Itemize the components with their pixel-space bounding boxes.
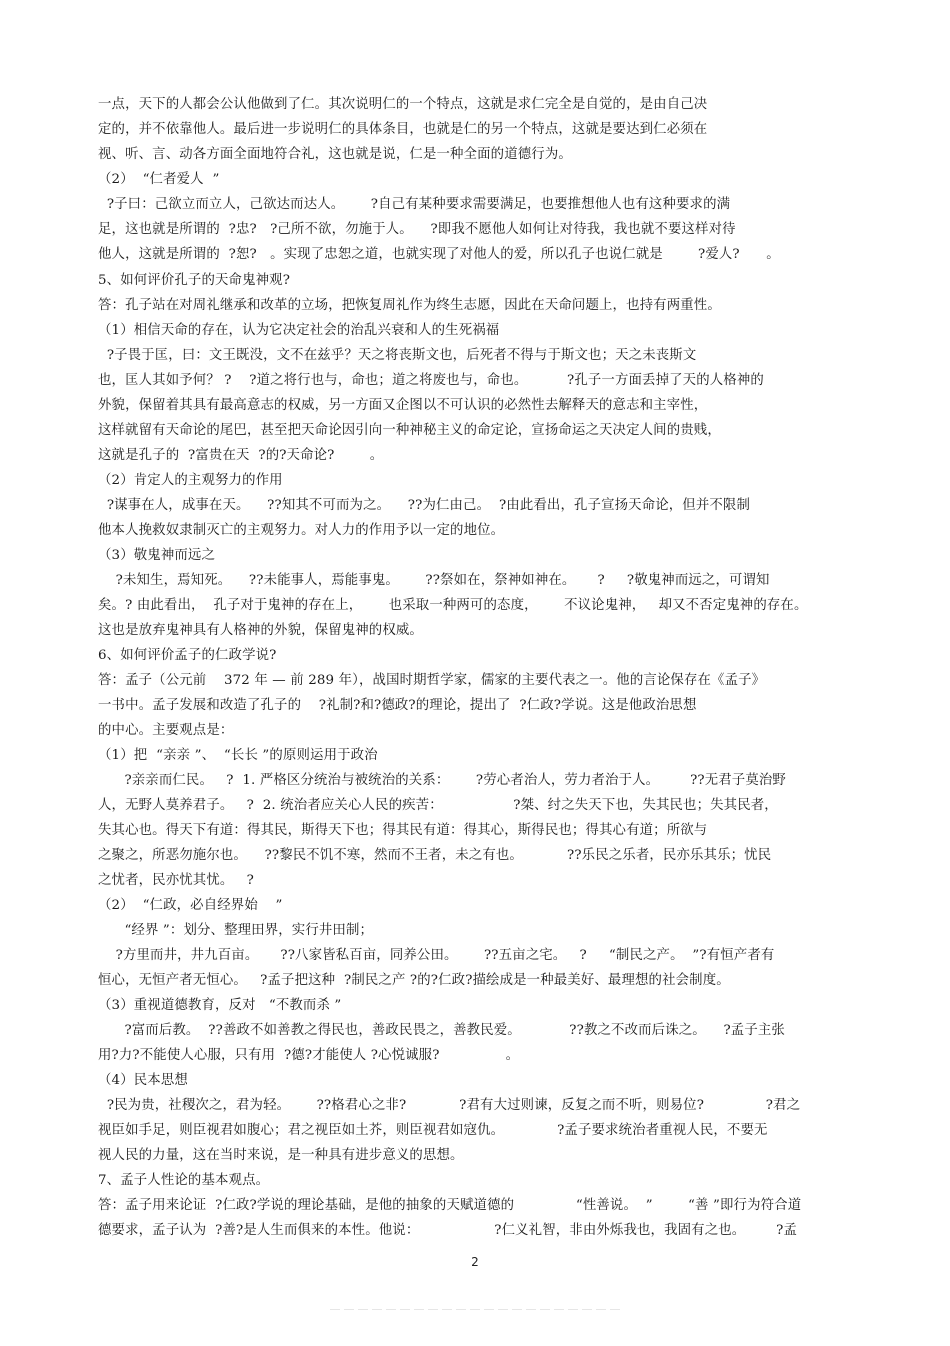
- text-line: 他人，这就是所谓的 ?恕? 。实现了忠恕之道，也就实现了对他人的爱，所以孔子也说仁就是 ?爱人? 。: [98, 247, 780, 262]
- text-line: （2）肯定人的主观努力的作用: [98, 473, 283, 488]
- text-line: ?子畏于匡，曰：文王既没，文不在兹乎？天之将丧斯文也，后死者不得与于斯文也；天之未丧斯文: [98, 348, 697, 363]
- text-line: 6、如何评价孟子的仁政学说?: [98, 648, 277, 663]
- text-line: 德要求，孟子认为 ?善?是人生而俱来的本性。他说： ?仁义礼智，非由外烁我也，我固有之也。 ?孟: [98, 1223, 798, 1238]
- text-line: 答：孟子（公元前 372 年 — 前 289 年），战国时期哲学家，儒家的主要代表之一。他的言论保存在《孟子》: [98, 673, 766, 688]
- text-line: 7、孟子人性论的基本观点。: [98, 1173, 270, 1188]
- text-line: 5、如何评价孔子的天命鬼神观?: [98, 273, 291, 288]
- text-line: 这就是孔子的 ?富贵在天 ?的?天命论? 。: [98, 448, 384, 463]
- text-line: 失其心也。得天下有道：得其民，斯得天下也；得其民有道：得其心，斯得民也；得其心有道；所欲与: [98, 823, 708, 838]
- text-line: 视人民的力量，这在当时来说，是一种具有进步意义的思想。: [98, 1148, 464, 1163]
- text-line: ?谋事在人，成事在天。 ??知其不可而为之。 ??为仁由己。 ?由此看出，孔子宣扬天命论，但并不限制: [98, 498, 751, 513]
- text-line: （3）重视道德教育，反对 “不教而杀 ”: [98, 998, 342, 1013]
- text-line: 用?力?不能使人心服，只有用 ?德?才能使人 ?心悦诚服? 。: [98, 1048, 520, 1063]
- text-line: 足，这也就是所谓的 ?忠? ?己所不欲，勿施于人。 ?即我不愿他人如何让对待我，我也就不要这样对待: [98, 222, 736, 237]
- text-line: 外貌，保留着其具有最高意志的权威，另一方面又企图以不可认识的必然性去解释天的意志和主宰性，: [98, 398, 708, 413]
- text-line: “经界 ”：划分、整理田界，实行井田制；: [98, 923, 374, 938]
- text-line: ?未知生，焉知死。 ??未能事人，焉能事鬼。 ??祭如在，祭神如神在。 ? ?敬鬼神而远之，可谓知: [98, 573, 770, 588]
- text-line: 视臣如手足，则臣视君如腹心；君之视臣如土芥，则臣视君如寇仇。 ?孟子要求统治者重视人民，不要无: [98, 1123, 768, 1138]
- text-line: 之忧者，民亦忧其忧。 ?: [98, 873, 254, 888]
- text-line: ?民为贵，社稷次之，君为轻。 ??格君心之非? ?君有大过则谏，反复之而不听，则易位? ?君之: [98, 1098, 801, 1113]
- text-line: 一书中。孟子发展和改造了孔子的 ?礼制?和?德政?的理论，提出了 ?仁政?学说。这是他政治思想: [98, 698, 697, 713]
- text-line: ?富而后教。 ??善政不如善教之得民也，善政民畏之，善教民爱。 ??教之不改而后诛之。 ?孟子主张: [98, 1023, 785, 1038]
- text-line: 这也是放弃鬼神具有人格神的外貌，保留鬼神的权威。: [98, 623, 423, 638]
- text-line: （1）相信天命的存在，认为它决定社会的治乱兴衰和人的生死祸福: [98, 323, 500, 338]
- text-line: 的中心。主要观点是：: [98, 723, 234, 738]
- text-line: 视、听、言、动各方面全面地符合礼，这也就是说，仁是一种全面的道德行为。: [98, 147, 572, 162]
- text-line: 答：孟子用来论证 ?仁政?学说的理论基础，是他的抽象的天赋道德的 “性善说。 ” “善 ”即行为符合道: [98, 1198, 802, 1213]
- text-line: 之聚之，所恶勿施尔也。 ??黎民不饥不寒，然而不王者，未之有也。 ??乐民之乐者，民亦乐其乐；忧民: [98, 848, 772, 863]
- text-line: 一点，天下的人都会公认他做到了仁。其次说明仁的一个特点，这就是求仁完全是自觉的，是由自己决: [98, 97, 708, 112]
- page-number: 2: [471, 1255, 479, 1269]
- text-line: （3）敬鬼神而远之: [98, 548, 215, 563]
- text-line: ?子曰：己欲立而立人，己欲达而达人。 ?自己有某种要求需要满足，也要推想他人也有这种要求的满: [98, 197, 731, 212]
- text-line: （4）民本思想: [98, 1073, 188, 1088]
- text-line: ?亲亲而仁民。 ? 1. 严格区分统治与被统治的关系： ?劳心者治人，劳力者治于人。 ??无君子莫治野: [98, 773, 786, 788]
- text-line: 这样就留有天命论的尾巴，甚至把天命论因引向一种神秘主义的命定论，宣扬命运之天决定人间的贵贱，: [98, 423, 721, 438]
- text-line: 答：孔子站在对周礼继承和改革的立场，把恢复周礼作为终生志愿，因此在天命问题上，也持有两重性。: [98, 298, 721, 313]
- text-line: ?方里而井，井九百亩。 ??八家皆私百亩，同养公田。 ??五亩之宅。 ? “制民之产。 ”?有恒产者有: [98, 948, 775, 963]
- text-line: 定的，并不依靠他人。最后进一步说明仁的具体条目，也就是仁的另一个特点，这就是要达到仁必须在: [98, 122, 708, 137]
- footer-rule: [330, 1309, 620, 1310]
- text-line: （1）把 “亲亲 ”、 “长长 ”的原则运用于政治: [98, 748, 378, 763]
- text-line: 恒心，无恒产者无恒心。 ?孟子把这种 ?制民之产 ?的?仁政?描绘成是一种最美好、最理想的社会制度。: [98, 973, 730, 988]
- text-line: 人，无野人莫养君子。 ? 2. 统治者应关心人民的疾苦： ?桀、纣之失天下也，失其民也；失其民者，: [98, 798, 778, 813]
- text-line: 矣。? 由此看出， 孔子对于鬼神的存在上， 也采取一种两可的态度， 不议论鬼神， 却又不否定鬼神的存在。: [98, 598, 808, 613]
- text-line: （2） “仁政，必自经界始 ”: [98, 898, 283, 913]
- text-line: 他本人挽救奴隶制灭亡的主观努力。对人力的作用予以一定的地位。: [98, 523, 505, 538]
- text-line: （2） “仁者爱人 ”: [98, 172, 220, 187]
- text-line: 也，匡人其如予何？ ? ?道之将行也与，命也；道之将废也与，命也。 ?孔子一方面丢掉了天的人格神的: [98, 373, 764, 388]
